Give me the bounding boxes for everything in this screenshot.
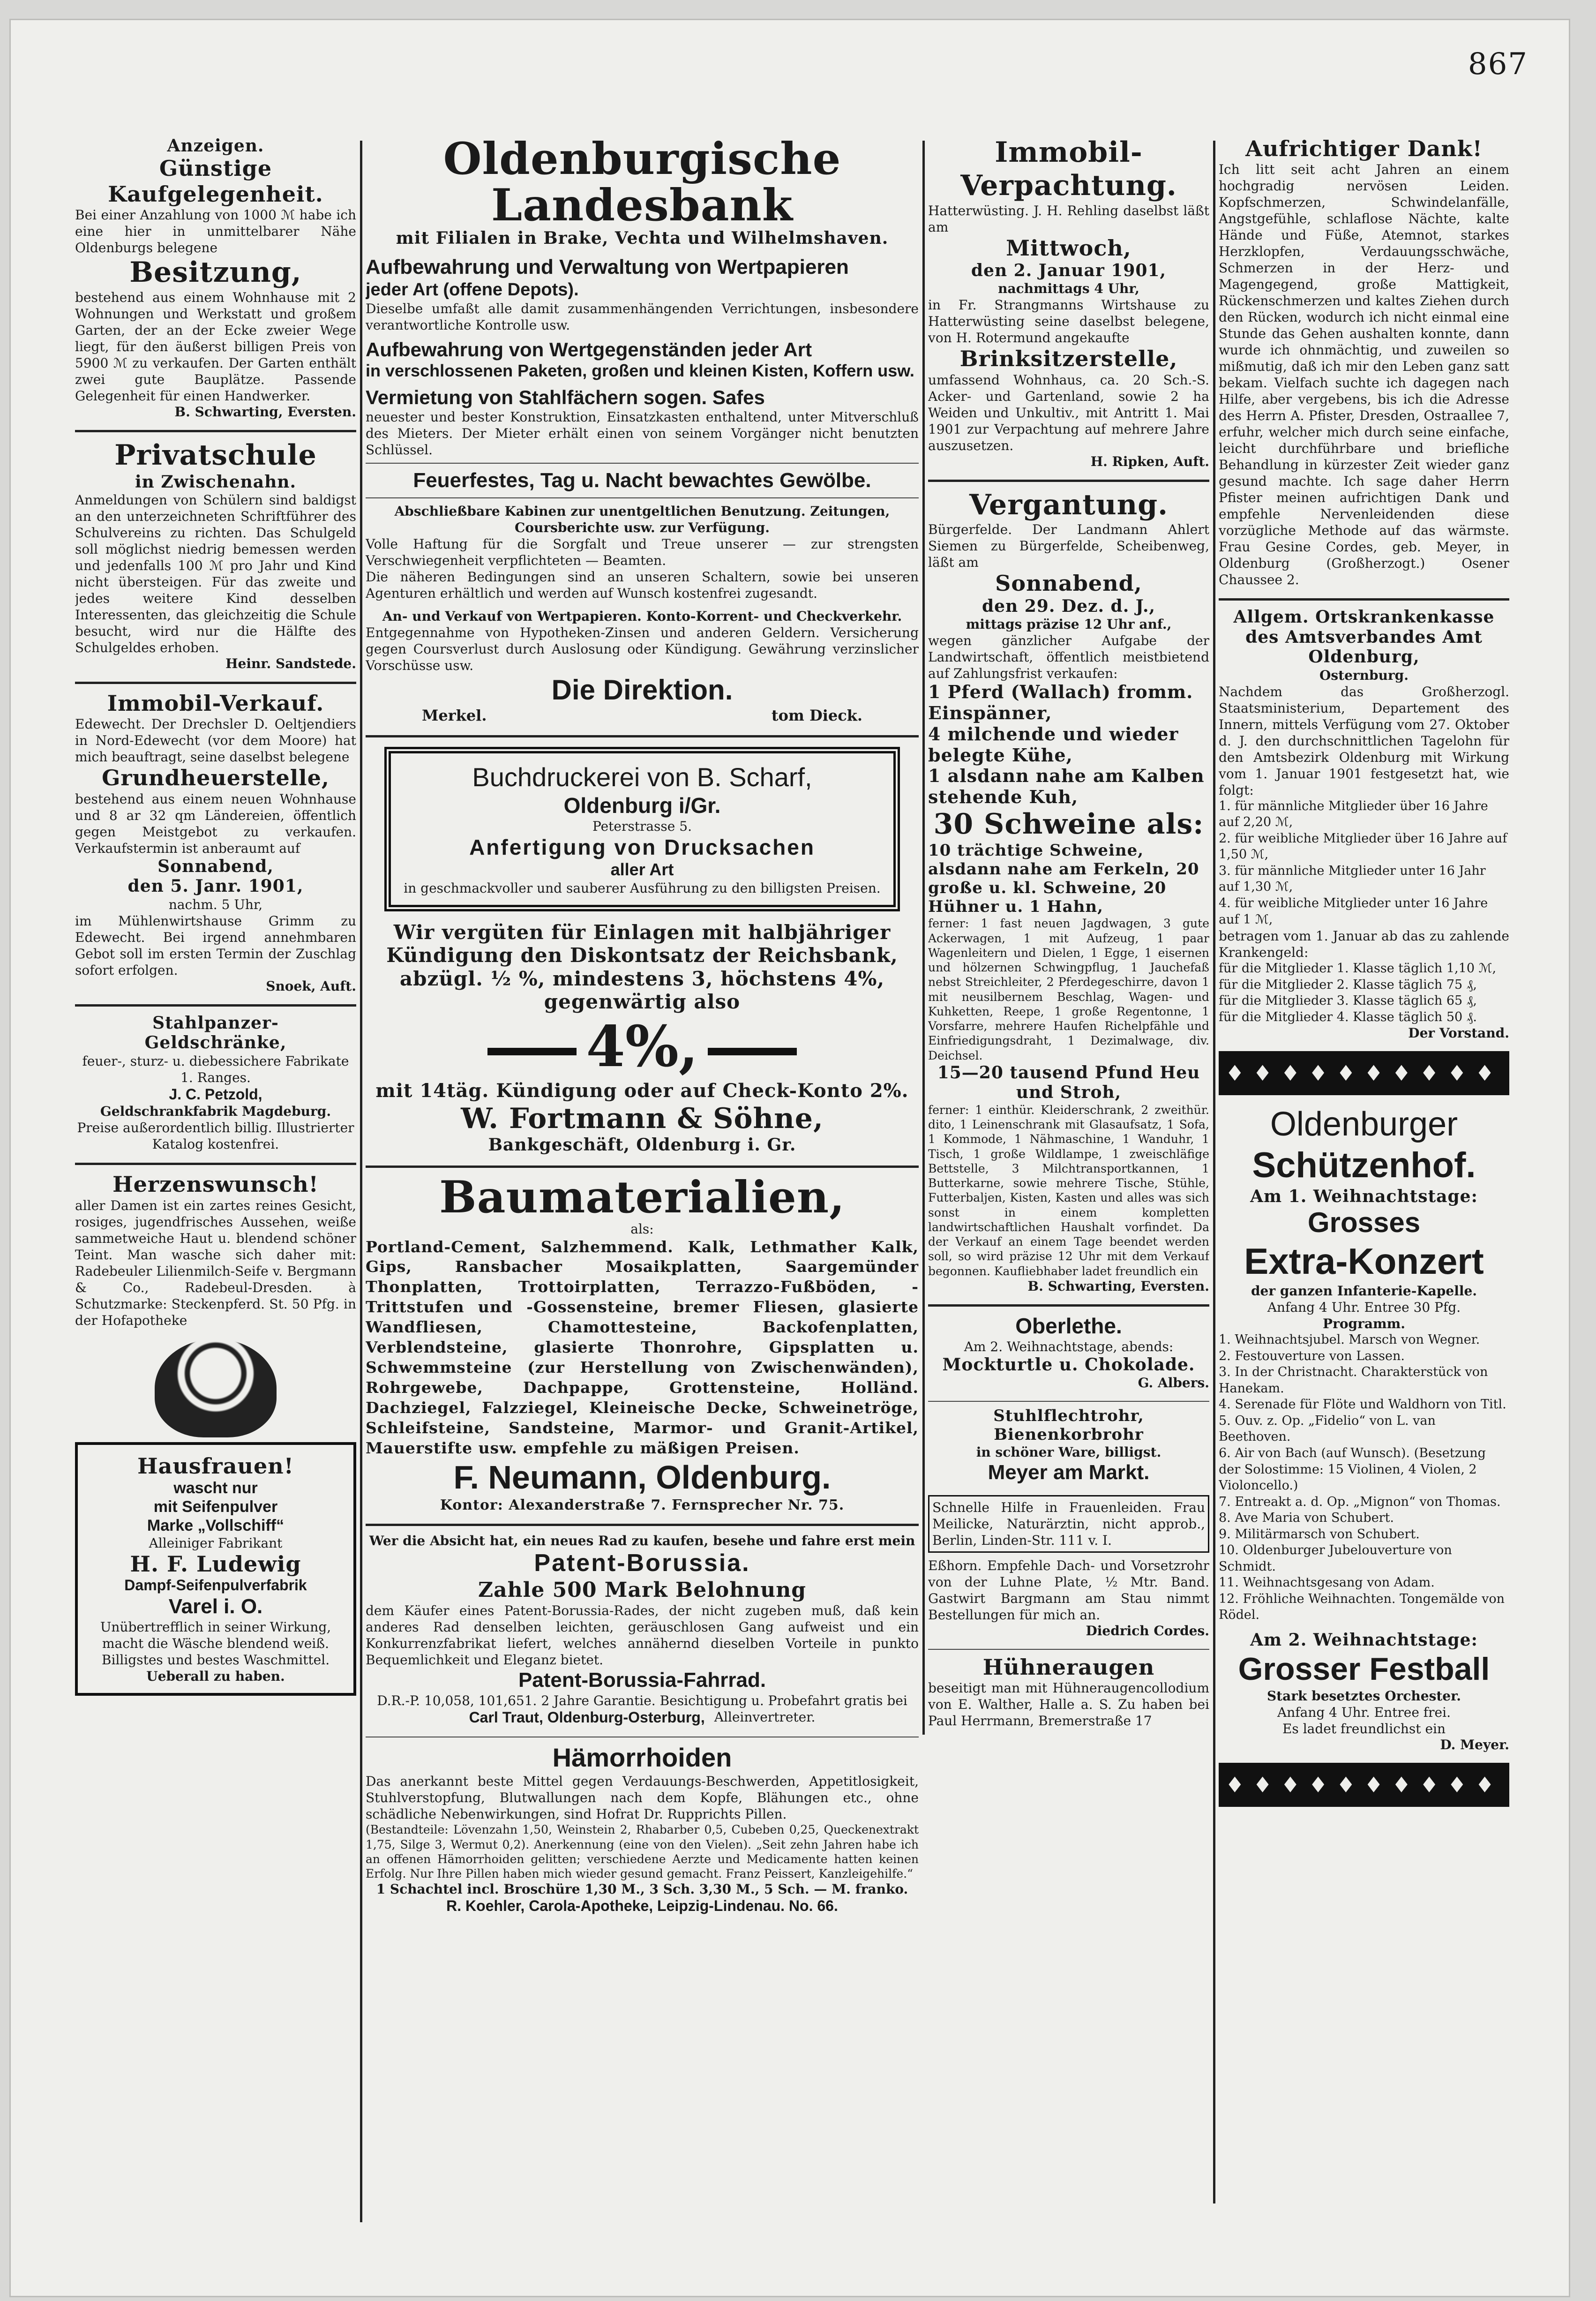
ad-text: bestehend aus einem neuen Wohnhause und 8 ar 32 qm Ländereien, öffentlich gegen Meistgebot zu verkaufen. Verkaufstermin ist anberaumt auf <box>75 791 356 856</box>
ad-baumaterialien <box>366 1171 919 1513</box>
wage-rate: 1. für männliche Mitglieder über 16 Jahre auf 2,20 ℳ, <box>1219 798 1488 830</box>
ad-firm: Geldschrankfabrik Magdeburg. <box>100 1104 331 1120</box>
ad-herzenswunsch <box>75 1172 356 1328</box>
interest-rate-value: 4%, <box>586 1013 698 1080</box>
program-item: 11. Weihnachtsgesang von Adam. <box>1219 1575 1435 1590</box>
auction-item: 4 milchende und wieder belegte Kühe, <box>928 723 1179 766</box>
wage-rate: 3. für männliche Mitglieder unter 16 Jahr auf 1,30 ℳ, <box>1219 863 1486 895</box>
ad-text: ferner: 1 fast neuen Jagdwagen, 3 gute Ackerwagen, 1 mit Aufzeug, 1 paar Wagenleitern und Dielen, 1 Egge, 1 eisernen und hölzernen Schwingpflug, 1 Jauchefaß nebst Streichleiter, 2 Pferdegeschirre, davon 1 mit neusilbernem Beschlag, Wagen- und Kuhketten, Reepe, 1 große Regentonne, 1 Vorsfarre, mehrere Haufen Richelpfähle und Einfriedigungsdraht, 1 Dezimalwage, div. Deichsel. <box>928 917 1209 1062</box>
ad-signature: G. Albers. <box>1138 1375 1209 1391</box>
concert-program <box>1219 1332 1509 1624</box>
ad-title: des Amtsverbandes Amt <box>1245 627 1483 647</box>
ad-signature: R. Koehler, Carola-Apotheke, Leipzig-Lindenau. No. 66. <box>446 1897 838 1915</box>
ad-text: Hatterwüsting. J. H. Rehling daselbst läßt am <box>928 203 1209 235</box>
ad-firm: Dampf-Seifenpulverfabrik <box>124 1577 307 1594</box>
ad-time: nachm. 5 Uhr, <box>168 896 263 912</box>
ad-immobil-verpachtung <box>928 136 1209 469</box>
program-heading: Programm. <box>1323 1316 1405 1332</box>
divider <box>75 1004 356 1007</box>
service-heading: Vermietung von Stahlfächern sogen. Safes <box>366 386 765 408</box>
ad-title: Vergantung. <box>969 488 1169 521</box>
program-item: 7. Entreakt a. d. Op. „Mignon“ von Thomas. <box>1219 1494 1501 1509</box>
ad-text: (Bestandteile: Lövenzahn 1,50, Weinstein 2, Rhabarber 0,5, Cubeben 0,25, Queckenextrakt 1,75, Silge 3, Wermut 0,2). Anerkennung (eine von den Vielen). „Seit zehn Jahren habe ich an offenen Hämorrhoiden gelitten; verschiedene Aerzte und Medicamente hatten keinen Erfolg. Nur Ihre Pillen haben mich wieder gesund gemacht. Franz Peissert, Kanzleigehilfe.“ <box>366 1823 919 1881</box>
ad-text: Portland-Cement, Salzhemmend. Kalk, Lethmather Kalk, Gips, Ransbacher Mosaikplatten, Saargemünder Thonplatten, Trottoirplatten, Terrazzo-Fußböden, -Trittstufen und -Gossensteine, bremer Fliesen, glasierte Wandfliesen, Chamottesteine, Backofenplatten, Verblendsteine, glasierte Thonrohre, Gipsplatten u. Schwemmsteine (zur Herstellung von Zwischenwänden), Rohrgewebe, Dachpappe, Grottensteine, Holländ. Dachziegel, Falzziegel, Kleineische Decke, Schweinetröge, Schleifsteine, Sandsteine, Marmor- und Granit-Artikel, Mauerstifte usw. empfehle zu mäßigen Preisen. <box>366 1237 919 1457</box>
ad-title: Baumaterialien, <box>439 1171 845 1223</box>
ad-time: nachmittags 4 Uhr, <box>998 281 1139 297</box>
column-rule <box>922 141 925 1735</box>
ad-line: mit Seifenpulver <box>153 1497 278 1516</box>
service-heading: Aufbewahrung von Wertgegenständen jeder Art <box>366 338 812 361</box>
ad-text: bestehend aus einem Wohnhause mit 2 Wohnungen und Werkstatt und großem Garten, der an der Ecke zweier Wege liegt, für den äußerst billigen Preis von 5900 ℳ zu verkaufen. Der Garten enthält zwei gute Bauplätze. Passende Gelegenheit für einen Handwerker. <box>75 289 356 404</box>
ad-signature: D. Meyer. <box>1440 1737 1509 1752</box>
divider <box>928 480 1209 482</box>
ad-buchdruckerei <box>384 747 900 911</box>
ad-keyword: Grundheuerstelle, <box>102 765 330 791</box>
interest-rate <box>366 1014 919 1080</box>
ad-text: Eßhorn. Empfehle Dach- und Vorsetzrohr von der Luhne Plate, ½ Mtr. Band. Gastwirt Bargmann am Stau nimmt Bestellungen für mich an. <box>928 1557 1209 1623</box>
ad-date: Am 2. Weihnachtstage: <box>1250 1630 1478 1650</box>
ad-line: Marke „Vollschiff“ <box>147 1517 285 1535</box>
woman-portrait-illustration <box>155 1339 277 1437</box>
ad-event: Grosses <box>1307 1207 1421 1239</box>
diamond-border: ♦♦♦♦♦♦♦♦♦♦ <box>1219 1763 1509 1807</box>
ad-text: Alleinvertreter. <box>714 1709 816 1725</box>
page-number: 867 <box>1468 47 1528 82</box>
ad-text: dem Käufer eines Patent-Borussia-Rades, der nicht zugeben muß, daß kein anderes Rad denselben leichten, geräuschlosen Gang aufweist und ein Konkurrenzfabrikat liefert, welches annähernd dieselben Vorteile in punkto Bequemlichkeit und Eleganz bietet. <box>366 1602 919 1668</box>
ad-day: Sonnabend, <box>995 571 1142 596</box>
ad-text: betragen vom 1. Januar ab das zu zahlende Krankengeld: <box>1219 928 1509 961</box>
ad-text: An- und Verkauf von Wertpapieren. Konto-Korrent- und Checkverkehr. <box>382 609 902 624</box>
ad-title: Hämorrhoiden <box>552 1743 732 1773</box>
ad-text: der ganzen Infanterie-Kapelle. <box>1251 1283 1477 1299</box>
ad-name: Carl Traut, Oldenburg-Osterburg, <box>469 1708 705 1726</box>
ad-haemorrhoiden <box>366 1742 919 1915</box>
ad-text: Preise außerordentlich billig. Illustrierter Katalog kostenfrei. <box>77 1120 354 1152</box>
ad-time: mittags präzise 12 Uhr anf., <box>966 617 1172 632</box>
ad-signature-title: Die Direktion. <box>551 674 733 706</box>
ad-hausfrauen <box>75 1442 356 1696</box>
ad-title: Oldenburg, <box>1308 647 1420 667</box>
ad-text: Es ladet freundlichst ein <box>1282 1721 1446 1737</box>
ad-name: Meyer am Markt. <box>988 1460 1150 1484</box>
diamond-border: ♦♦♦♦♦♦♦♦♦♦ <box>1219 1051 1509 1095</box>
service-heading: Feuerfestes, Tag u. Nacht bewachtes Gewölbe. <box>413 469 871 492</box>
auction-item: 1 alsdann nahe am Kalben stehende Kuh, <box>928 765 1205 808</box>
ad-firm: Bankgeschäft, Oldenburg i. Gr. <box>488 1135 796 1155</box>
program-item: 5. Ouv. z. Op. „Fidelio“ von L. van Beethoven. <box>1219 1413 1436 1444</box>
ad-title: Stuhlflechtrohr, Bienenkorbrohr <box>993 1406 1144 1444</box>
ad-signature: Snoek, Auft. <box>266 978 356 994</box>
ad-patent-borussia <box>366 1533 919 1726</box>
ad-text: Bürgerfelde. Der Landmann Ahlert Siemen zu Bürgerfelde, Scheibenweg, läßt am <box>928 522 1209 571</box>
ad-text: in Fr. Strangmanns Wirtshause zu Hatterwüsting seine daselbst belegene, von H. Rotermund angekaufte <box>928 297 1209 346</box>
ad-text: Entgegennahme von Hypotheken-Zinsen und anderen Geldern. Versicherung gegen Coursverlust durch Auslosung oder Kündigung. Gewährung verzinslicher Vorschüsse usw. <box>366 625 919 674</box>
ad-text: in schöner Ware, billigst. <box>976 1444 1161 1460</box>
program-item: 10. Oldenburger Jubelouverture von Schmidt. <box>1219 1543 1452 1574</box>
ad-title: Privatschule <box>114 438 317 472</box>
divider <box>366 735 919 737</box>
ad-dank <box>1219 136 1509 588</box>
divider <box>366 1524 919 1526</box>
ad-keyword: Besitzung, <box>129 256 302 289</box>
ad-title: Allgem. Ortskrankenkasse <box>1233 607 1495 627</box>
ad-location: Osternburg. <box>1319 667 1409 683</box>
ad-text: Volle Haftung für die Sorgfalt und Treue unserer — zur strengsten Verschwiegenheit verpflichteten — Beamten. <box>366 536 919 569</box>
ad-text: Das anerkannt beste Mittel gegen Verdauungs-Beschwerden, Appetitlosigkeit, Stuhlverstopfung, Blutwallungen nach dem Kopfe, Blähungen etc., ohne schädliche Nebenwirkungen, sind Hofrat Dr. Rupprichts Pillen. <box>366 1774 919 1822</box>
ad-text: beseitigt man mit Hühneraugencollodium von E. Walther, Halle a. S. Zu haben bei Paul Herrmann, Bremerstraße 17 <box>928 1680 1209 1729</box>
ad-title: Geldschränke, <box>144 1033 287 1053</box>
ad-day: Sonnabend, <box>157 856 274 876</box>
ad-immobil-verkauf <box>75 691 356 994</box>
ad-date: Am 1. Weihnachtstage: <box>1250 1186 1478 1206</box>
ad-stuhlrohr <box>928 1406 1209 1485</box>
ad-text: wegen gänzlicher Aufgabe der Landwirtschaft, öffentlich meistbietend auf Zahlungsfrist verkaufen: <box>928 633 1209 682</box>
ad-text: Wer die Absicht hat, ein neues Rad zu kaufen, besehe und fahre erst mein <box>369 1533 915 1549</box>
ad-title: Stahlpanzer- <box>152 1013 279 1033</box>
ad-text: neuester und bester Konstruktion, Einsatzkasten enthaltend, unter Mitverschluß des Mieters. Der Mieter erhält einen von seinem Vorgänger nicht benutzten Schlüssel. <box>366 409 919 458</box>
ad-subtitle: in Zwischenahn. <box>135 472 296 492</box>
divider <box>366 1166 919 1168</box>
ad-date: den 2. Januar 1901, <box>971 260 1167 280</box>
ad-date: den 29. Dez. d. J., <box>982 596 1156 616</box>
program-item: 12. Fröhliche Weihnachten. Tongemälde von Rödel. <box>1219 1591 1505 1623</box>
ad-kaufgelegenheit <box>75 136 356 420</box>
ad-vergantung <box>928 489 1209 1294</box>
service-heading: jeder Art (offene Depots). <box>366 279 579 300</box>
ad-line: wascht nur <box>173 1479 258 1497</box>
ad-text: im Mühlenwirtshause Grimm zu Edewecht. Bei irgend annehmbaren Gebot soll im ersten Termin der Zuschlag sofort erfolgen. <box>75 913 356 978</box>
ad-signature: B. Schwarting, Eversten. <box>1027 1278 1209 1294</box>
wage-rates <box>1219 798 1509 928</box>
ad-date: den 5. Janr. 1901, <box>127 876 304 896</box>
ad-text: feuer-, sturz- u. diebessichere Fabrikate 1. Ranges. <box>82 1053 349 1085</box>
sick-pay-rate: für die Mitglieder 3. Klasse täglich 65 ₰, <box>1219 993 1477 1008</box>
ad-service: Anfertigung von Drucksachen <box>469 835 815 859</box>
decor-bar <box>487 1048 577 1055</box>
ad-name: W. Fortmann & Söhne, <box>461 1102 824 1135</box>
wage-rate: 2. für weibliche Mitglieder über 16 Jahre auf 1,50 ℳ, <box>1219 831 1507 862</box>
ad-signatories <box>366 707 919 725</box>
ad-address: Peterstrasse 5. <box>592 818 692 834</box>
program-item: 3. In der Christnacht. Charakterstück von Hanekam. <box>1219 1365 1488 1396</box>
ad-text: D.R.-P. 10,058, 101,651. 2 Jahre Garantie. Besichtigung u. Probefahrt gratis bei <box>377 1692 907 1708</box>
ad-signature: H. Ripken, Auft. <box>1090 453 1209 469</box>
ad-event: Extra-Konzert <box>1244 1241 1484 1282</box>
ad-title: Oldenburgische Landesbank <box>443 136 841 231</box>
divider <box>928 1649 1209 1650</box>
service-heading: in verschlossenen Paketen, großen und kleinen Kisten, Koffern usw. <box>366 361 914 381</box>
column-3 <box>928 136 1209 1739</box>
ad-title: Oberlethe. <box>1015 1313 1122 1338</box>
ad-text: Dieselbe umfaßt alle damit zusammenhängenden Verrichtungen, insbesondere verantwortliche Kontrolle usw. <box>366 301 919 333</box>
ad-esshorn <box>928 1557 1209 1639</box>
decor-bar <box>708 1048 797 1055</box>
program-item: 4. Serenade für Flöte und Waldhorn von Titl. <box>1219 1397 1506 1412</box>
ad-privatschule <box>75 439 356 671</box>
divider <box>1219 598 1509 601</box>
column-4 <box>1219 136 1509 1816</box>
ad-title: Patent-Borussia-Fahrrad. <box>518 1668 766 1692</box>
ad-text: Stark besetztes Orchester. <box>1266 1688 1461 1704</box>
ad-text: Bei einer Anzahlung von 1000 ℳ habe ich eine hier in unmittelbarer Nähe Oldenburgs belegene <box>75 207 356 256</box>
ad-text: mit 14täg. Kündigung oder auf Check-Konto 2%. <box>375 1080 909 1102</box>
ad-title: Oldenburger <box>1270 1105 1458 1143</box>
ad-place: Varel i. O. <box>168 1595 263 1618</box>
ad-text: Anmeldungen von Schülern sind baldigst an den unterzeichneten Schriftführer des Schulvereins zu richten. Das Schulgeld soll möglichst niedrig bemessen werden und jedenfalls 100 ℳ pro Jahr und Kind nicht übersteigen. Für das zweite und jedes weitere Kind desselben Interessenten, das gleichzeitig die Schule besucht, wird nur die Hälfte des Schulgeldes erhoben. <box>75 492 356 656</box>
column-2 <box>366 136 919 1925</box>
auction-item: 15—20 tausend Pfund Heu und Stroh, <box>937 1062 1200 1103</box>
program-item: 6. Air von Bach (auf Wunsch). (Besetzung der Solostimme: 15 Violinen, 4 Violen, 2 Violoncello.) <box>1219 1446 1486 1493</box>
ad-text: in geschmackvoller und sauberer Ausführung zu den billigsten Preisen. <box>404 880 881 896</box>
ad-signature: Heinr. Sandstede. <box>225 656 356 672</box>
sick-pay-rate: für die Mitglieder 1. Klasse täglich 1,10 ℳ, <box>1219 961 1497 976</box>
ad-title: Hühneraugen <box>982 1654 1155 1680</box>
auction-item: 30 Schweine als: <box>933 808 1204 841</box>
ad-geldschraenke <box>75 1013 356 1153</box>
column-rule <box>1213 141 1215 2203</box>
ad-text: Edewecht. Der Drechsler D. Oeltjendiers in Nord-Edewecht (vor dem Moore) hat mich beauftragt, seine daselbst belegene <box>75 716 356 765</box>
wage-rate: 4. für weibliche Mitglieder unter 16 Jahre auf 1 ℳ, <box>1219 895 1488 927</box>
sick-pay-rate: für die Mitglieder 2. Klasse täglich 75 ₰, <box>1219 977 1477 992</box>
ad-text: 1 Schachtel incl. Broschüre 1,30 M., 3 Sch. 3,30 M., 5 Sch. — M. franko. <box>376 1881 908 1897</box>
ad-text: Anfang 4 Uhr. Entree frei. <box>1277 1704 1451 1720</box>
ad-name: F. Neumann, Oldenburg. <box>453 1459 831 1496</box>
auction-item: 10 trächtige Schweine, alsdann nahe am Ferkeln, 20 große u. kl. Schweine, 20 Hühner u. 1 Hahn, <box>928 841 1199 917</box>
ad-frauenleiden: Schnelle Hilfe in Frauenleiden. Frau Meilicke, Naturärztin, nicht approb., Berlin, Linden-Str. 111 v. I. <box>928 1495 1209 1553</box>
ad-text: als: <box>630 1221 654 1237</box>
ad-text: Wir vergüten für Einlagen mit halbjähriger Kündigung den Diskontsatz der Reichsbank, abzügl. ½ %, mindestens 3, höchstens 4%, gegenwärtig also <box>386 920 898 1014</box>
ad-signatory: tom Dieck. <box>771 706 862 724</box>
ad-text: Abschließbare Kabinen zur unentgeltlichen Benutzung. Zeitungen, Coursberichte usw. zur Verfügung. <box>394 504 890 536</box>
section-heading: Anzeigen. <box>167 136 264 156</box>
ad-service: aller Art <box>610 860 674 880</box>
ad-title: Verpachtung. <box>960 169 1177 202</box>
ad-text: Nachdem das Großherzogl. Staatsministerium, Departement des Innern, mittels Verfügung vom 27. Oktober d. J. den durchschnittlichen Tagelohn für den Amtsbezirk Oldenburg mit Wirkung vom 1. Januar 1901 festgesetzt hat, wie folgt: <box>1219 684 1509 798</box>
ad-title: Aufrichtiger Dank! <box>1245 136 1483 161</box>
ad-signature: B. Schwarting, Eversten. <box>174 404 356 420</box>
column-1 <box>75 136 356 1700</box>
ad-day: Mittwoch, <box>1006 235 1131 261</box>
auction-item: 1 Pferd (Wallach) fromm. Einspänner, <box>928 681 1193 723</box>
ad-title: Hausfrauen! <box>137 1453 294 1479</box>
ad-text: Die näheren Bedingungen sind an unseren Schaltern, sowie bei unseren Agenturen erhältlich und werden auf Wunsch kostenfrei zugesandt. <box>366 569 919 602</box>
ad-signature: Diedrich Cordes. <box>1086 1623 1209 1639</box>
ad-title: Kaufgelegenheit. <box>108 181 323 207</box>
ad-title: Mockturtle u. Chokolade. <box>942 1355 1195 1375</box>
program-item: 2. Festouverture von Lassen. <box>1219 1348 1405 1363</box>
ad-title: Immobil- <box>995 136 1143 169</box>
sick-pay-rate: für die Mitglieder 4. Klasse täglich 50 ₰. <box>1219 1009 1477 1024</box>
ad-text: Anfang 4 Uhr. Entree 30 Pfg. <box>1267 1300 1461 1316</box>
ad-keyword: Brinksitzerstelle, <box>959 346 1178 372</box>
ad-text: Am 2. Weihnachtstage, abends: <box>964 1339 1174 1355</box>
ad-text: Unübertrefflich in seiner Wirkung, macht die Wäsche blendend weiß. Billigstes und bestes Waschmittel. <box>100 1619 331 1668</box>
column-rule <box>360 141 362 2222</box>
ad-landesbank <box>366 136 919 725</box>
ad-contact: Kontor: Alexanderstraße 7. Fernsprecher Nr. 75. <box>440 1496 845 1513</box>
ad-line: Alleiniger Fabrikant <box>149 1535 283 1551</box>
ad-ortskrankenkasse <box>1219 607 1509 1041</box>
ad-title: Immobil-Verkauf. <box>107 691 324 716</box>
divider <box>75 1163 356 1165</box>
ad-huehneraugen <box>928 1654 1209 1729</box>
divider <box>928 1401 1209 1402</box>
ad-name: J. C. Petzold, <box>169 1085 262 1103</box>
divider <box>366 497 919 498</box>
ad-text: aller Damen ist ein zartes reines Gesicht, rosiges, jugendfrisches Aussehen, weiße sammetweiche Haut u. blendend schöner Teint. Man wasche sich daher mit: Radebeuler Lilienmilch-Seife v. Bergmann & Co., Radebeul-Dresden. à Schutzmarke: Steckenpferd. St. 50 Pfg. in der Hofapotheke <box>75 1197 356 1328</box>
ad-title: Schützenhof. <box>1252 1145 1476 1186</box>
ad-fortmann <box>366 921 919 1155</box>
ad-name: H. F. Ludewig <box>130 1551 301 1577</box>
sick-pay-rates <box>1219 961 1509 1025</box>
divider <box>75 430 356 432</box>
ad-reward: Zahle 500 Mark Belohnung <box>478 1578 806 1602</box>
divider <box>366 463 919 464</box>
ad-title: Herzenswunsch! <box>112 1172 319 1197</box>
divider <box>928 1304 1209 1307</box>
ad-schuetzenhof <box>1219 1105 1509 1752</box>
ad-footer: Ueberall zu haben. <box>146 1669 285 1684</box>
newspaper-page <box>9 19 1570 2297</box>
ad-title: Patent-Borussia. <box>534 1549 750 1577</box>
ad-oberlethe <box>928 1313 1209 1391</box>
ad-signature: Der Vorstand. <box>1408 1025 1509 1041</box>
program-item: 8. Ave Maria von Schubert. <box>1219 1511 1394 1526</box>
ad-dealer <box>366 1709 919 1727</box>
ad-text: umfassend Wohnhaus, ca. 20 Sch.-S. Acker- und Gartenland, sowie 2 ha Weiden und Unkultiv., mit Antritt 1. Mai 1901 zur Verpachtung auf mehrere Jahre auszusetzen. <box>928 372 1209 453</box>
ad-city: Oldenburg i/Gr. <box>563 793 721 818</box>
ad-title: Günstige <box>159 156 272 181</box>
ad-subtitle: mit Filialen in Brake, Vechta und Wilhelmshaven. <box>396 228 889 248</box>
service-heading: Aufbewahrung und Verwaltung von Wertpapieren <box>366 255 849 278</box>
ad-signatory: Merkel. <box>422 706 487 724</box>
divider <box>75 682 356 684</box>
program-item: 9. Militärmarsch von Schubert. <box>1219 1526 1420 1542</box>
ad-event: Grosser Festball <box>1238 1651 1490 1687</box>
ad-text: Ich litt seit acht Jahren an einem hochgradig nervösen Leiden. Kopfschmerzen, Schwindelanfälle, Angstgefühle, schlaflose Nächte, kalte Hände und Füße, Atemnot, starkes Herzklopfen, Verdauungsschwäche, Schmerzen in der Herz- und Magengegend, große Mattigkeit, Rückenschmerzen und kaltes Ziehen durch den Rücken, wodurch ich nicht einmal eine Stunde das Gehen aushalten konnte, dann wurde ich ohnmächtig, und zuweilen so mißmutig, daß ich mir den Leben ganz satt bekam. Vielfach suchte ich dagegen nach Hilfe, aber vergebens, bis ich die Adresse des Herrn A. Pfister, Dresden, Ostraallee 7, erfuhr, welcher mich durch seine einfache, leicht durchführbare und briefliche Behandlung in kürzester Zeit wieder ganz gesund machte. Ich sage daher Herrn Pfister meinen aufrichtigen Dank und empfehle Nervenleidenden diese vorzügliche Methode auf das wärmste. Frau Gesine Cordes, geb. Meyer, in Oldenburg (Großherzogt.) Osener Chaussee 2. <box>1219 162 1509 588</box>
ad-title: Buchdruckerei von B. Scharf, <box>472 762 812 792</box>
ad-text: ferner: 1 einthür. Kleiderschrank, 2 zweithür. dito, 1 Leinenschrank mit Glasaufsatz, 1 Sofa, 1 Kommode, 1 Nähmaschine, 1 Wanduhr, 1 Tisch, 1 große Wildlampe, 1 zweischläfige Bettstelle, 3 Milchtransportkannen, 1 Butterkarne, sowie mehrere Tische, Stühle, Futterbaljen, Kisten, Kasten und alles was sich sonst in einem kompletten landwirtschaftlichen Haushalt vorfindet. Da der Verkauf an einem Tage beendet werden soll, so wird präzise 12 Uhr mit dem Verkauf begonnen. Kaufliebhaber ladet freundlich ein <box>928 1103 1209 1278</box>
program-item: 1. Weihnachtsjubel. Marsch von Wegner. <box>1219 1332 1480 1347</box>
